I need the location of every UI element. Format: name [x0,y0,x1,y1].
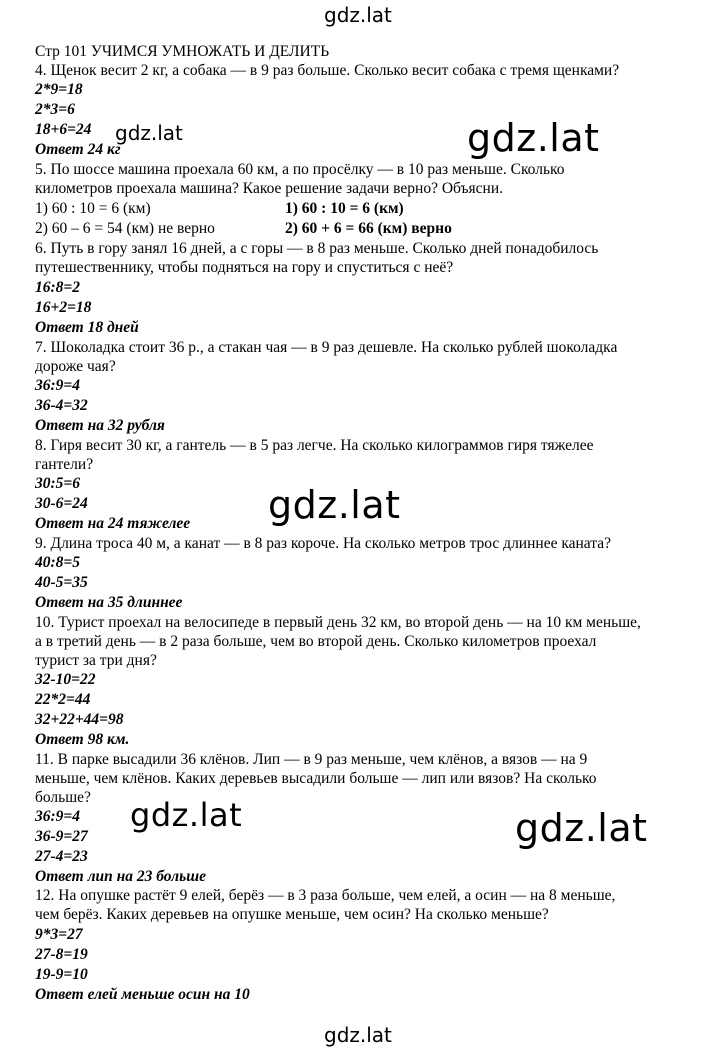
problem-text: 11. В парке высадили 36 клёнов. Лип — в 9 раз меньше, чем клёнов, а вязов — на 9 [35,751,588,768]
answer: Ответ 18 дней [35,319,139,336]
solution-left: 2) 60 – 6 = 54 (км) не верно [35,220,215,237]
solution-step: 16:8=2 [35,279,80,296]
solution-step: 2*9=18 [35,81,83,98]
answer: Ответ на 32 рубля [35,417,165,434]
problem-text: гантели? [35,456,94,473]
answer: Ответ на 24 тяжелее [35,515,191,532]
solution-step: 9*3=27 [35,926,83,943]
problem-text: километров проехала машина? Какое решение задачи верно? Объясни. [35,180,504,197]
problem-text: 9. Длина троса 40 м, а канат — в 8 раз короче. На сколько метров трос длиннее каната? [35,535,611,552]
solution-step: 2*3=6 [35,101,75,118]
answer: Ответ лип на 23 больше [35,868,206,885]
problem-text: 10. Турист проехал на велосипеде в первый день 32 км, во второй день — на 10 км меньше, [35,614,641,631]
solution-step: 36:9=4 [35,808,80,825]
solution-step: 30:5=6 [35,475,80,492]
solution-right: 1) 60 : 10 = 6 (км) [285,200,404,217]
watermark: gdz.lat [115,121,183,145]
solution-step: 18+6=24 [35,121,92,138]
problem-text: дороже чая? [35,358,116,375]
watermark: gdz.lat [268,483,401,527]
watermark: gdz.lat [515,806,648,850]
solution-step: 27-4=23 [35,848,88,865]
solution-left: 1) 60 : 10 = 6 (км) [35,200,151,217]
answer: Ответ 98 км. [35,731,130,748]
page-title: Стр 101 УЧИМСЯ УМНОЖАТЬ И ДЕЛИТЬ [35,43,330,60]
solution-step: 36-9=27 [35,828,88,845]
solution-step: 16+2=18 [35,299,92,316]
solution-step: 40:8=5 [35,554,80,571]
answer: Ответ елей меньше осин на 10 [35,986,250,1003]
watermark: gdz.lat [467,116,600,160]
problem-text: меньше, чем клёнов. Каких деревьев высадили больше — лип или вязов? На сколько [35,770,597,787]
watermark: gdz.lat [130,796,243,834]
solution-step: 19-9=10 [35,966,88,983]
watermark-bottom: gdz.lat [324,1023,392,1047]
solution-step: 32+22+44=98 [35,711,124,728]
solution-step: 30-6=24 [35,495,88,512]
answer: Ответ на 35 длиннее [35,594,183,611]
problem-text: чем берёз. Каких деревьев на опушке меньше, чем осин? На сколько меньше? [35,906,549,923]
problem-text: а в третий день — в 2 раза больше, чем во второй день. Сколько километров проехал [35,633,597,650]
problem-text: 5. По шоссе машина проехала 60 км, а по просёлку — в 10 раз меньше. Сколько [35,161,565,178]
solution-step: 36:9=4 [35,377,80,394]
problem-text: путешественнику, чтобы подняться на гору и спуститься с неё? [35,259,454,276]
solution-step: 32-10=22 [35,671,96,688]
solution-step: 40-5=35 [35,574,88,591]
solution-right: 2) 60 + 6 = 66 (км) верно [285,220,452,237]
solution-step: 22*2=44 [35,691,91,708]
problem-text: 8. Гиря весит 30 кг, а гантель — в 5 раз легче. На сколько килограммов гиря тяжелее [35,437,594,454]
answer: Ответ 24 кг [35,141,121,158]
problem-text: 7. Шоколадка стоит 36 р., а стакан чая — в 9 раз дешевле. На сколько рублей шоколадка [35,339,618,356]
problem-text: турист за три дня? [35,652,157,669]
solution-step: 36-4=32 [35,397,88,414]
problem-text: 6. Путь в гору занял 16 дней, а с горы — в 8 раз меньше. Сколько дней понадобилось [35,240,599,257]
watermark-top: gdz.lat [324,3,392,27]
problem-text: 12. На опушке растёт 9 елей, берёз — в 3 раза больше, чем елей, а осин — на 8 меньше, [35,887,616,904]
solution-step: 27-8=19 [35,946,88,963]
problem-text: больше? [35,789,91,806]
problem-text: 4. Щенок весит 2 кг, а собака — в 9 раз больше. Сколько весит собака с тремя щенками? [35,62,620,79]
